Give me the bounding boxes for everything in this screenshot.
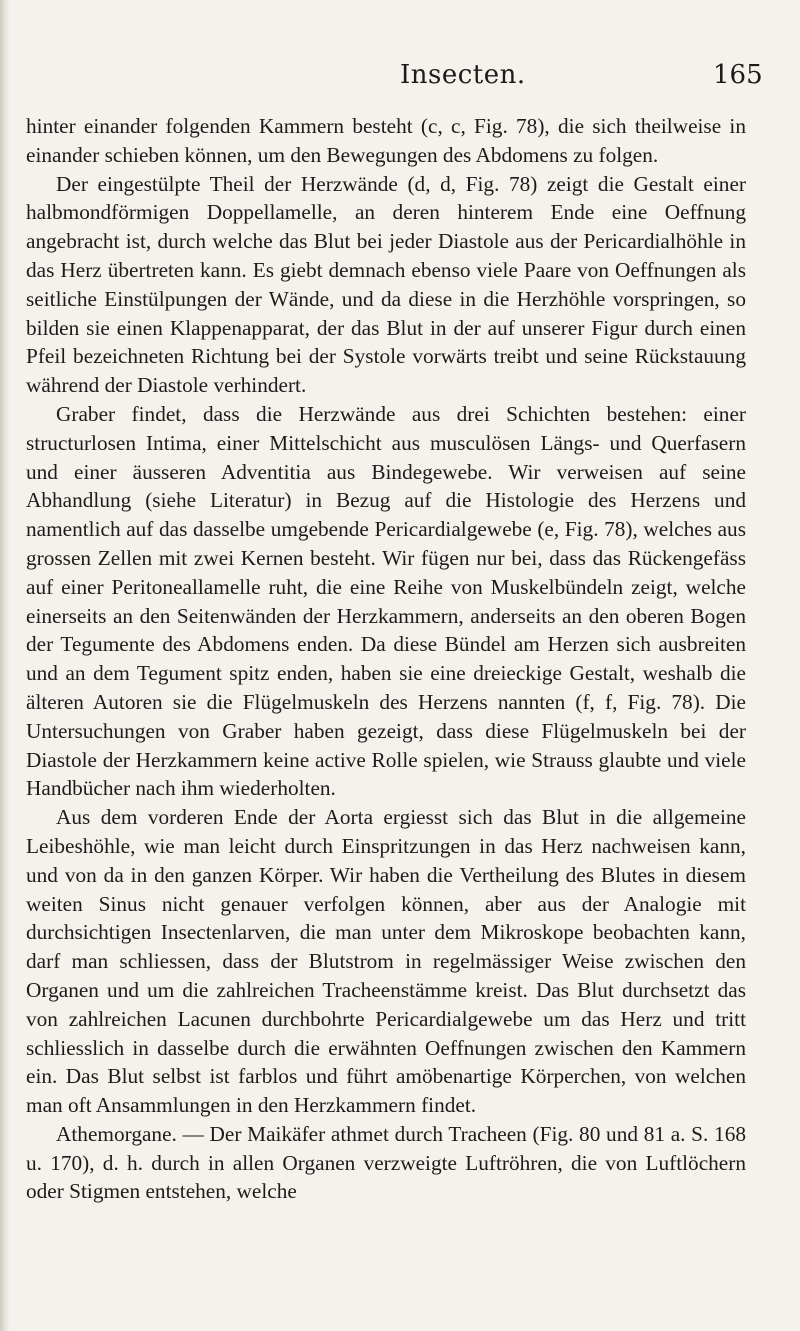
paragraph-1: hinter einander folgenden Kammern besteht (c, c, Fig. 78), die sich theilweise in einander schieben können, um den Bewegungen des Abdomens zu folgen. <box>26 114 746 167</box>
paragraph-5: Athemorgane. — Der Maikäfer athmet durch Tracheen (Fig. 80 und 81 a. S. 168 u. 170), d. h. durch in allen Organen verzweigte Luftröhren, die von Luftlöchern oder Stigmen entstehen, welche <box>26 1121 746 1204</box>
body-text <box>26 112 746 1206</box>
paragraph-3: Graber findet, dass die Herzwände aus drei Schichten bestehen: einer structurlosen Intima, einer Mittelschicht aus musculösen Längs- und Querfasern und einer äusseren Adventitia aus Bindegewebe. Wir verweisen auf seine Abhandlung (siehe Literatur) in Bezug auf die Histologie des Herzens und namentlich auf das dasselbe umgebende Pericardialgewebe (e, Fig. 78), welches aus grossen Zellen mit zwei Kernen besteht. Wir fügen nur bei, dass das Rückengefäss auf einer Peritoneallamelle ruht, die eine Reihe von Muskelbündeln zeigt, welche einerseits an den Seitenwänden der Herzkammern, anderseits an den oberen Bogen der Tegumente des Abdomens enden. Da diese Bündel am Herzen sich ausbreiten und an dem Tegument spitz enden, haben sie eine dreieckige Gestalt, weshalb die älteren Autoren sie die Flügelmuskeln des Herzens nannten (f, f, Fig. 78). Die Untersuchungen von Graber haben gezeigt, dass diese Flügelmuskeln bei der Diastole der Herzkammern keine active Rolle spielen, wie Strauss glaubte und viele Handbücher nach ihm wiederholten. <box>26 401 746 801</box>
paragraph-4: Aus dem vorderen Ende der Aorta ergiesst sich das Blut in die allgemeine Leibeshöhle, wie man leicht durch Einspritzungen in das Herz nachweisen kann, und von da in den ganzen Körper. Wir haben die Vertheilung des Blutes in diesem weiten Sinus nicht genauer verfolgen können, aber aus der Analogie mit durchsichtigen Insectenlarven, die man unter dem Mikroskope beobachten kann, darf man schliessen, dass der Blutstrom in regelmässiger Weise zwischen den Organen und um die zahlreichen Tracheenstämme kreist. Das Blut durchsetzt das von zahlreichen Lacunen durchbohrte Pericardialgewebe um das Herz und tritt schliesslich in dasselbe durch die erwähnten Oeffnungen zwischen den Kammern ein. Das Blut selbst ist farblos und führt amöbenartige Körperchen, von welchen man oft Ansammlungen in den Herzkammern findet. <box>26 805 746 1118</box>
page-number: 165 <box>713 60 763 90</box>
page-header <box>0 60 800 100</box>
page-spine-shadow <box>0 0 10 1331</box>
running-title: Insecten. <box>400 60 526 90</box>
paragraph-2: Der eingestülpte Theil der Herzwände (d, d, Fig. 78) zeigt die Gestalt einer halbmondförmigen Doppellamelle, an deren hinterem Ende eine Oeffnung angebracht ist, durch welche das Blut bei jeder Diastole aus der Pericardialhöhle in das Herz übertreten kann. Es giebt demnach ebenso viele Paare von Oeffnungen als seitliche Einstülpungen der Wände, und da diese in die Herzhöhle vorspringen, so bilden sie einen Klappenapparat, der das Blut in der auf unserer Figur durch einen Pfeil bezeichneten Richtung bei der Systole vorwärts treibt und seine Rückstauung während der Diastole verhindert. <box>26 171 746 398</box>
